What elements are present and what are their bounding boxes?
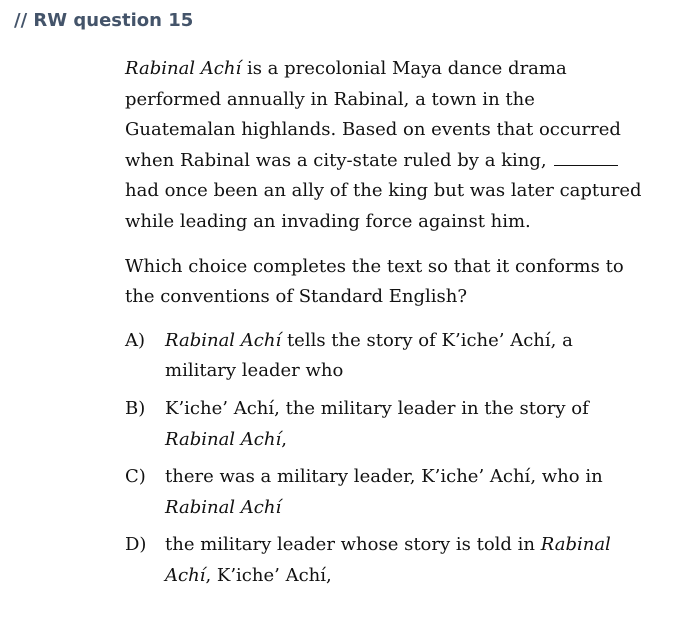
choice-a-italic: Rabinal Achí	[165, 329, 282, 351]
choice-d-italic: Rabinal Achí	[165, 534, 611, 586]
choice-c-italic: Rabinal Achí	[165, 496, 282, 518]
passage-text-part-1: is a precolonial Maya dance drama performed annually in Rabinal, a town in the Guatemalan highlands. Based on events that occurred when Rabinal was a city-state ruled by a king,	[125, 58, 621, 171]
choice-a-rest: tells the story of K’iche’ Achí, a military leader who	[165, 329, 573, 382]
choice-b[interactable]	[125, 394, 645, 455]
choice-c[interactable]	[125, 462, 645, 523]
choice-b-post: ,	[281, 428, 287, 450]
answer-choices	[125, 326, 645, 592]
choice-b-pre: K’iche’ Achí, the military leader in the story of	[165, 397, 589, 419]
choice-b-letter: B)	[125, 397, 146, 419]
answer-blank	[554, 151, 618, 166]
choice-a-letter: A)	[125, 329, 146, 351]
choice-c-letter: C)	[125, 466, 146, 488]
choice-c-text	[165, 462, 645, 523]
choice-d-text	[165, 530, 645, 591]
choice-d-pre: the military leader whose story is told in	[165, 534, 541, 556]
choice-d-letter: D)	[125, 534, 147, 556]
passage-text-part-2: had once been an ally of the king but was later captured while leading an invading force against him.	[125, 180, 642, 232]
choice-a[interactable]	[125, 326, 645, 387]
choice-d[interactable]	[125, 530, 645, 591]
choice-b-italic: Rabinal Achí	[165, 428, 282, 450]
choice-a-text	[165, 326, 645, 387]
question-header: // RW question 15	[14, 10, 194, 31]
question-content	[125, 54, 645, 599]
choice-d-post: , K’iche’ Achí,	[205, 564, 332, 586]
passage-title: Rabinal Achí	[125, 58, 242, 79]
passage-text	[125, 54, 645, 238]
question-prompt: Which choice completes the text so that it conforms to the conventions of Standard English?	[125, 255, 624, 308]
choice-b-text	[165, 394, 645, 455]
choice-c-pre: there was a military leader, K’iche’ Achí, who in	[165, 466, 603, 488]
